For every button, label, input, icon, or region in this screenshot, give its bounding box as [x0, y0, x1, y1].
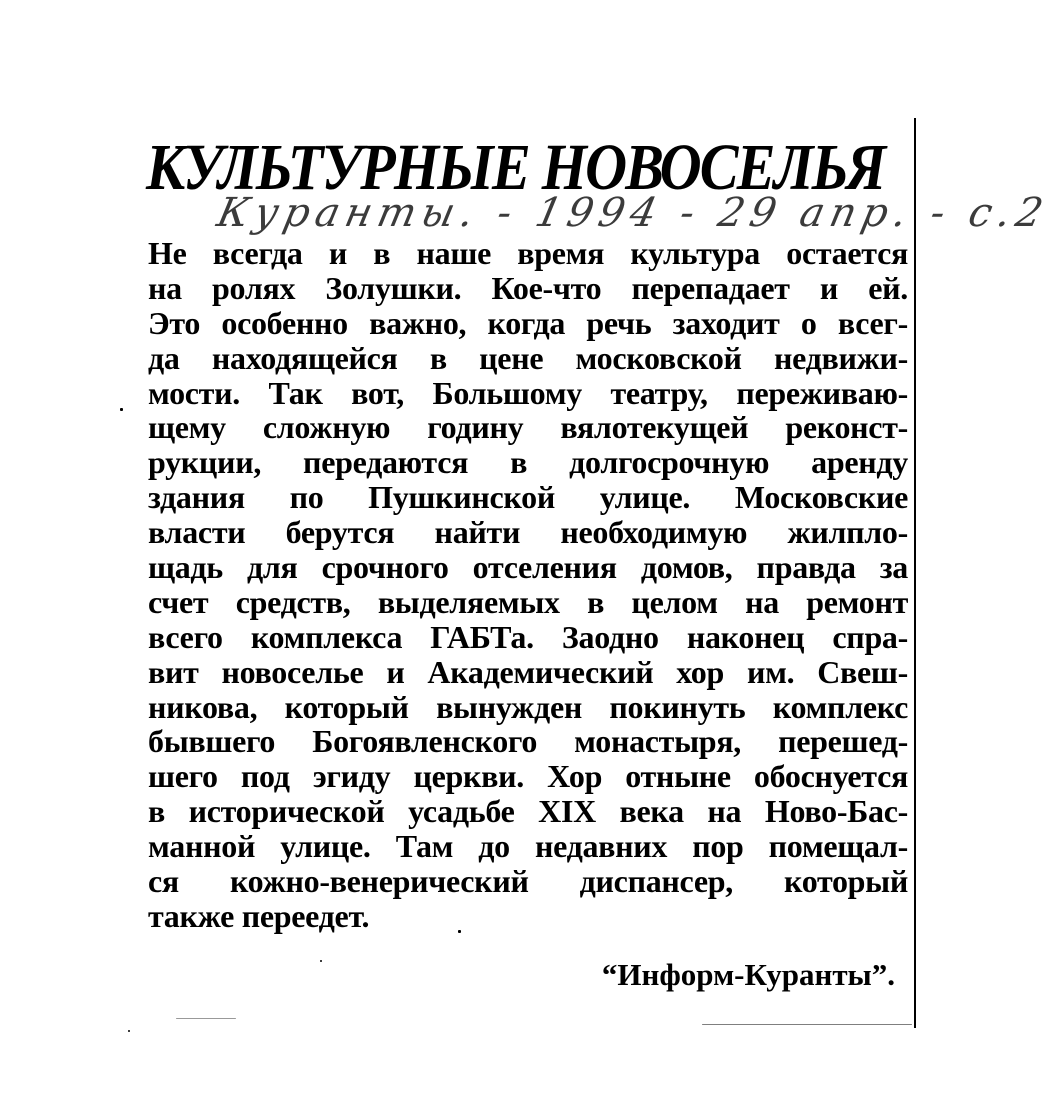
article-line: вит новоселье и Академический хор им. Свеш- [148, 653, 908, 690]
article-line: да находящейся в цене московской недвижи- [148, 339, 908, 376]
article-source-credit: “Информ-Куранты”. [601, 957, 895, 992]
article-line: ся кожно-венерический диспансер, который [148, 863, 908, 900]
article-line: щему сложную годину вялотекущей реконст- [148, 409, 908, 446]
article-headline: КУЛЬТУРНЫЕ НОВОСЕЛЬЯ [146, 131, 885, 204]
scan-speck [702, 1024, 912, 1025]
article-line: шего под эгиду церкви. Хор отныне обоснуется [148, 758, 908, 795]
article-line: Не всегда и в наше время культура остается [148, 235, 908, 271]
article-line: всего комплекса ГАБТа. Заодно наконец спра- [148, 618, 908, 655]
article-line: также переедет. [148, 897, 370, 934]
scan-speck [320, 960, 322, 962]
scan-speck [458, 930, 461, 933]
article-line: мости. Так вот, Большому театру, переживаю- [148, 374, 908, 411]
article-line: бывшего Богоявленского монастыря, перешед- [148, 723, 908, 760]
article-line: на ролях Золушки. Кое-что перепадает и ей. [148, 269, 908, 306]
article-line: щадь для срочного отселения домов, правда за [148, 549, 908, 586]
article-line: рукции, передаются в долгосрочную аренду [148, 444, 908, 481]
article-line: счет средств, выделяемых в целом на ремонт [148, 583, 908, 620]
article-line: власти берутся найти необходимую жилпло- [148, 514, 908, 551]
article-body [148, 236, 908, 934]
scan-speck [120, 408, 123, 411]
scan-speck [176, 1018, 236, 1019]
article-line: в исторической усадьбе XIX века на Ново-Бас- [148, 793, 908, 830]
article-line: Это особенно важно, когда речь заходит о всег- [148, 304, 908, 341]
article-line: никова, который вынужден покинуть комплекс [148, 688, 908, 725]
handwritten-source-note: Куранты. - 1994 - 29 апр. - с.2 [213, 190, 1053, 236]
scan-speck [128, 1030, 130, 1032]
column-rule [914, 118, 916, 1028]
article-line: здания по Пушкинской улице. Московские [148, 479, 908, 516]
article-line: манной улице. Там до недавних пор помещал- [148, 828, 908, 865]
